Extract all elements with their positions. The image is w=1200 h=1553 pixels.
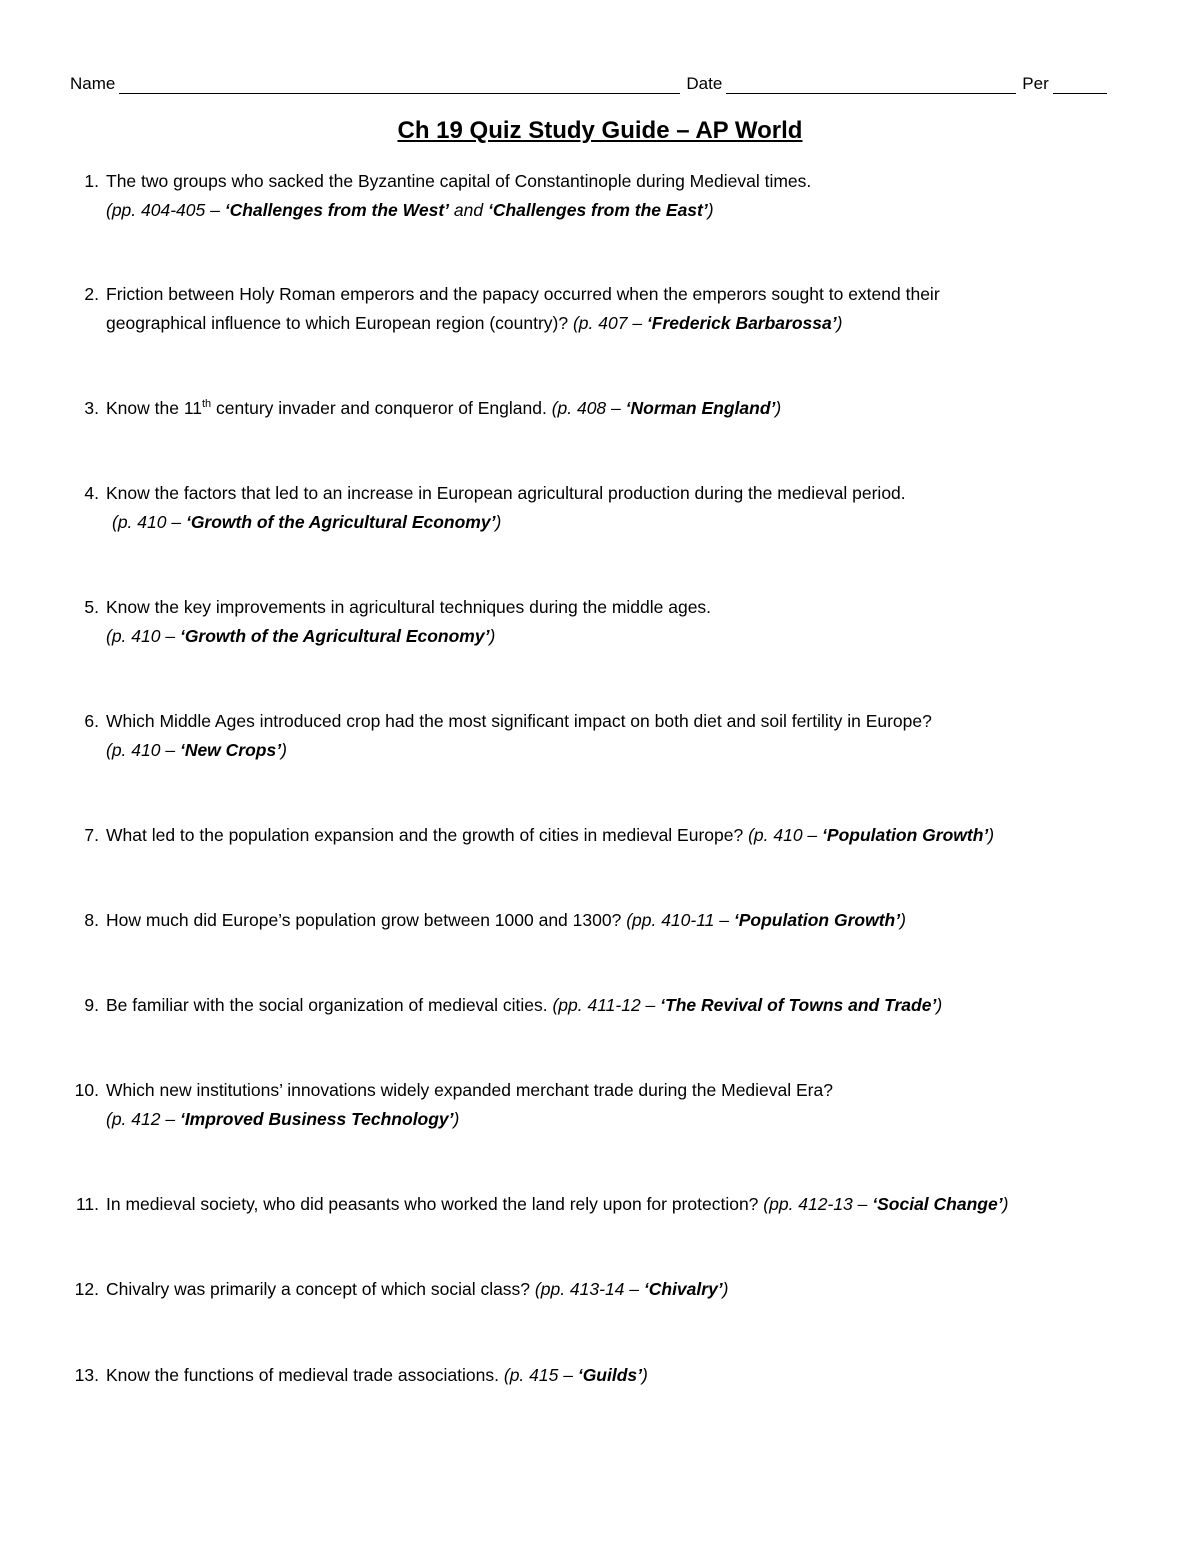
section-title: ‘Improved Business Technology’ (179, 1109, 454, 1129)
question-text: Know the factors that led to an increase in European agricultural production during the medieval period. (106, 483, 906, 503)
date-blank[interactable] (726, 77, 1016, 94)
page-reference: (pp. 413-14 – ‘Chivalry’) (534, 1279, 729, 1299)
section-title: ‘Social Change’ (872, 1194, 1003, 1214)
page-reference: (p. 407 – ‘Frederick Barbarossa’) (572, 313, 843, 333)
question-text: Know the 11th century invader and conqueror of England. (106, 398, 552, 418)
section-title: ‘Growth of the Agricultural Economy’ (179, 626, 490, 646)
page-reference: (pp. 404-405 – ‘Challenges from the West’ and ‘Challenges from the East’) (106, 200, 714, 220)
page-title: Ch 19 Quiz Study Guide – AP World (397, 117, 803, 144)
section-title: ‘Challenges from the West’ (224, 200, 450, 220)
question-text: Friction between Holy Roman emperors and the papacy occurred when the emperors sought to extend their (106, 284, 940, 304)
question-number: 12. (74, 1279, 99, 1299)
question-text: Which Middle Ages introduced crop had the most significant impact on both diet and soil fertility in Europe? (106, 711, 932, 731)
per-blank[interactable] (1053, 77, 1107, 94)
per-label: Per (1022, 74, 1049, 93)
question-text: What led to the population expansion and the growth of cities in medieval Europe? (106, 825, 749, 845)
section-title: ‘The Revival of Towns and Trade’ (660, 995, 937, 1015)
question-text-line2: geographical influence to which European region (country)? (106, 313, 573, 333)
page-reference: (p. 412 – ‘Improved Business Technology’) (106, 1109, 460, 1129)
section-title: ‘Norman England’ (625, 398, 776, 418)
page-reference: (p. 415 – ‘Guilds’) (503, 1365, 648, 1385)
page-reference: (p. 410 – ‘Growth of the Agricultural Economy’) (112, 512, 502, 532)
page-reference: (p. 410 – ‘Growth of the Agricultural Economy’) (106, 626, 496, 646)
question-number: 7. (84, 825, 99, 845)
question-text: Be familiar with the social organization of medieval cities. (106, 995, 553, 1015)
question-number: 3. (84, 398, 99, 418)
date-label: Date (686, 74, 723, 93)
question-number: 2. (84, 284, 99, 304)
section-title: ‘Challenges from the East’ (487, 200, 708, 220)
section-title: ‘Population Growth’ (822, 825, 989, 845)
question-text: Know the functions of medieval trade associations. (106, 1365, 504, 1385)
section-title: ‘Growth of the Agricultural Economy’ (185, 512, 496, 532)
section-title: ‘New Crops’ (179, 740, 282, 760)
question-text: How much did Europe’s population grow between 1000 and 1300? (106, 910, 627, 930)
question-number: 11. (75, 1194, 99, 1214)
question-number: 10. (74, 1080, 99, 1100)
question-number: 9. (84, 995, 99, 1015)
page-reference: (pp. 411-12 – ‘The Revival of Towns and Trade’) (552, 995, 943, 1015)
section-title: ‘Frederick Barbarossa’ (646, 313, 837, 333)
question-number: 6. (84, 711, 99, 731)
question-text: Chivalry was primarily a concept of which social class? (106, 1279, 535, 1299)
name-blank[interactable] (119, 77, 680, 94)
section-title: ‘Population Growth’ (733, 910, 901, 930)
name-label: Name (70, 74, 116, 93)
page-reference: (pp. 412-13 – ‘Social Change’) (763, 1194, 1009, 1214)
question-text: In medieval society, who did peasants who worked the land rely upon for protection? (106, 1194, 764, 1214)
question-text: Know the key improvements in agricultural techniques during the middle ages. (106, 597, 712, 617)
question-number: 4. (84, 483, 99, 503)
section-title: ‘Chivalry’ (643, 1279, 723, 1299)
page-reference: (pp. 410-11 – ‘Population Growth’) (626, 910, 906, 930)
section-title: ‘Guilds’ (577, 1365, 643, 1385)
question-number: 8. (84, 910, 99, 930)
page-reference: (p. 410 – ‘Population Growth’) (748, 825, 995, 845)
question-text: The two groups who sacked the Byzantine capital of Constantinople during Medieval times. (106, 171, 812, 191)
question-number: 13. (74, 1365, 99, 1385)
header-fields (70, 74, 1120, 94)
question-number: 1. (84, 171, 99, 191)
question-text: Which new institutions’ innovations widely expanded merchant trade during the Medieval Era? (106, 1080, 833, 1100)
page-reference: (p. 408 – ‘Norman England’) (551, 398, 782, 418)
question-number: 5. (84, 597, 99, 617)
page-reference: (p. 410 – ‘New Crops’) (106, 740, 287, 760)
